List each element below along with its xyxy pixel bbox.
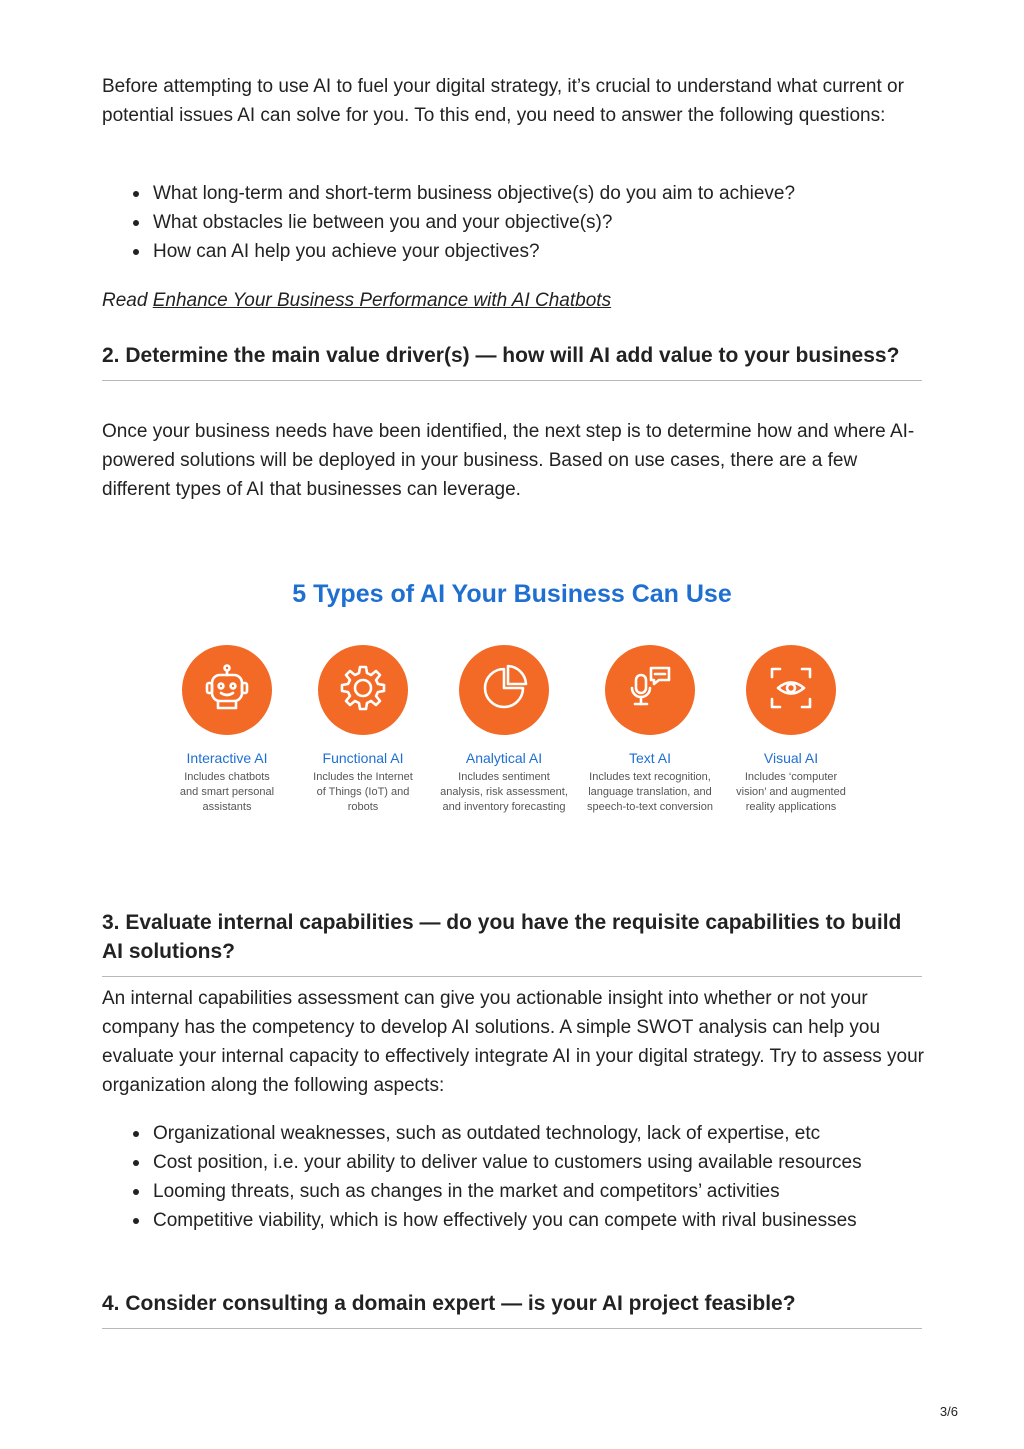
- section-2-heading: 2. Determine the main value driver(s) — how will AI add value to your business?: [102, 341, 922, 381]
- type-name: Functional AI: [322, 750, 404, 766]
- section-4-heading: 4. Consider consulting a domain expert — is your AI project feasible?: [102, 1289, 922, 1329]
- type-card-visual: [721, 645, 861, 815]
- questions-list: [102, 179, 953, 266]
- type-description: Includes chatbots and smart personal assistants: [179, 771, 275, 813]
- type-name: Text AI: [628, 750, 672, 766]
- list-item: What obstacles lie between you and your objective(s)?: [153, 208, 953, 237]
- list-item: Looming threats, such as changes in the market and competitors’ activities: [153, 1177, 924, 1206]
- intro-paragraph: Before attempting to use AI to fuel your digital strategy, it’s crucial to understand what current or potential issues AI can solve for you. To this end, you need to answer the following questions:: [102, 76, 904, 126]
- type-circle: [182, 645, 272, 735]
- section-3-paragraph: An internal capabilities assessment can give you actionable insight into whether or not your company has the competency to develop AI solutions. A simple SWOT analysis can help you evaluate your internal capacity to effectively integrate AI in your digital strategy. Try to assess your organization along the following aspects:: [102, 988, 924, 1096]
- list-item: Organizational weaknesses, such as outdated technology, lack of expertise, etc: [153, 1119, 924, 1148]
- robot-icon: [200, 661, 254, 720]
- type-circle: [318, 645, 408, 735]
- list-item: Cost position, i.e. your ability to deliver value to customers using available resources: [153, 1148, 924, 1177]
- gear-icon: [336, 661, 390, 720]
- type-card-analytical: [434, 645, 574, 815]
- pie-chart-icon: [477, 661, 531, 720]
- type-card-text: [580, 645, 720, 815]
- type-description: Includes the Internet of Things (IoT) and robots: [313, 771, 413, 813]
- type-description: Includes ‘computer vision’ and augmented reality applications: [736, 771, 846, 813]
- type-description: Includes text recognition, language translation, and speech-to-text conversion: [587, 771, 713, 813]
- read-more-line: [102, 286, 611, 315]
- read-more-link[interactable]: Enhance Your Business Performance with AI Chatbots: [152, 290, 612, 311]
- ai-types-infographic: [0, 575, 1024, 835]
- read-prefix: Read: [102, 290, 148, 311]
- list-item: How can AI help you achieve your objectives?: [153, 237, 953, 266]
- type-name: Analytical AI: [465, 750, 543, 766]
- eye-scan-icon: [764, 661, 818, 720]
- section-3-heading: 3. Evaluate internal capabilities — do you have the requisite capabilities to build AI solutions?: [102, 908, 922, 977]
- list-item: Competitive viability, which is how effectively you can compete with rival businesses: [153, 1206, 924, 1235]
- type-card-interactive: [157, 645, 297, 815]
- type-card-functional: [293, 645, 433, 815]
- type-description: Includes sentiment analysis, risk assessment, and inventory forecasting: [440, 771, 568, 813]
- type-name: Visual AI: [763, 750, 819, 766]
- page-number: 3/6: [939, 1404, 958, 1419]
- type-circle: [746, 645, 836, 735]
- type-name: Interactive AI: [186, 750, 268, 766]
- type-circle: [459, 645, 549, 735]
- infographic-title: 5 Types of AI Your Business Can Use: [292, 580, 732, 608]
- list-item: What long-term and short-term business objective(s) do you aim to achieve?: [153, 179, 953, 208]
- microphone-chat-icon: [623, 661, 677, 720]
- type-circle: [605, 645, 695, 735]
- section-2-paragraph: Once your business needs have been identified, the next step is to determine how and where AI-powered solutions will be deployed in your business. Based on use cases, there are a few different types of AI that businesses can leverage.: [102, 421, 915, 500]
- aspects-list: [102, 1119, 924, 1235]
